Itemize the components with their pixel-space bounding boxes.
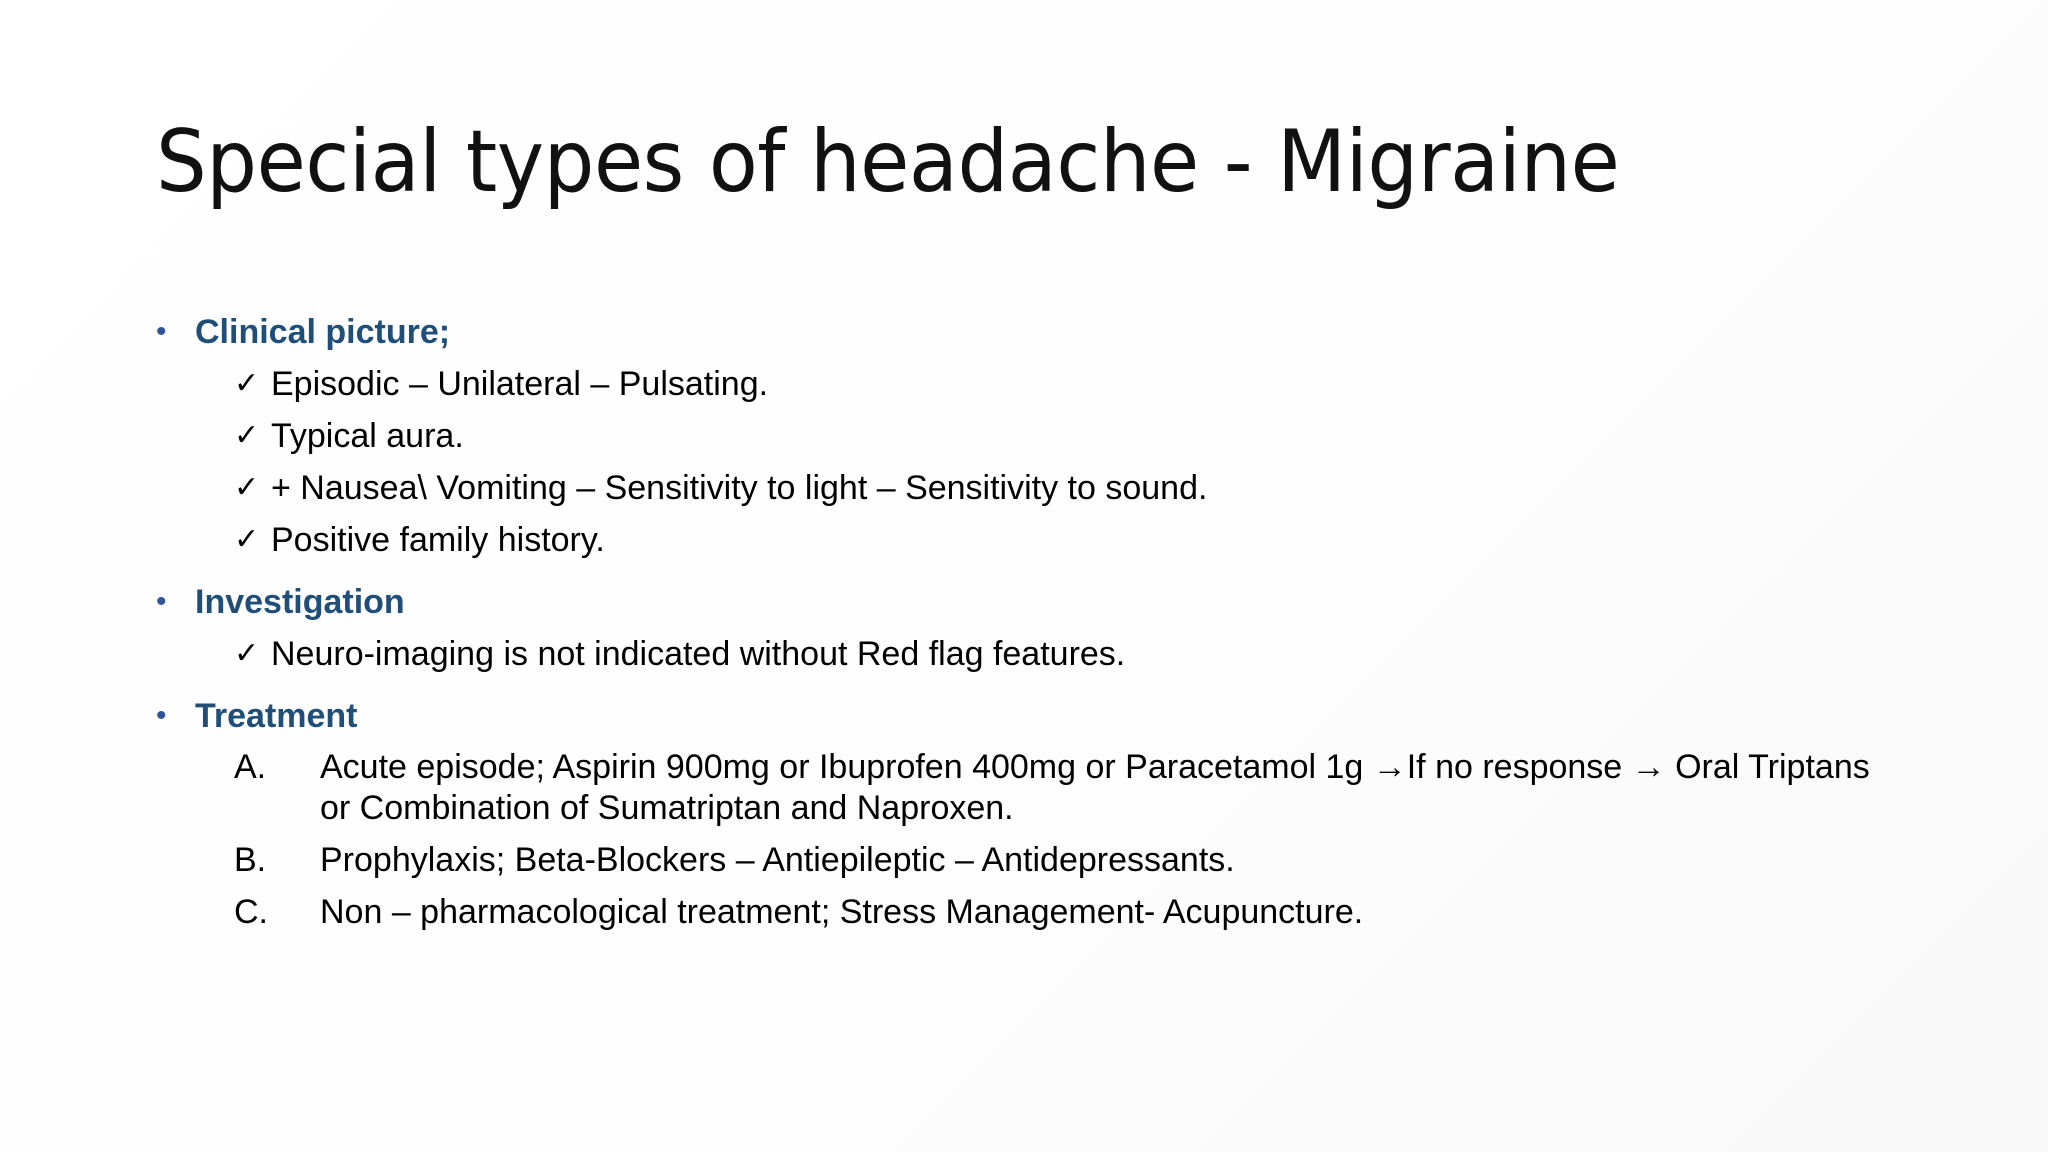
section-header [156,690,1956,742]
list-item-text: + Nausea\ Vomiting – Sensitivity to light – Sensitivity to sound. [271,469,1208,507]
list-item [156,462,1956,514]
bullet-icon: • [156,315,167,348]
section-heading: Clinical picture; [195,313,451,351]
section-treatment [156,690,1956,939]
section-header [156,306,1956,358]
checkmark-icon: ✓ [234,419,260,452]
section-clinical-picture [156,306,1956,566]
list-item [156,410,1956,462]
list-item-text: Non – pharmacological treatment; Stress Management- Acupuncture. [320,893,1364,931]
list-item-text: Positive family history. [271,521,605,559]
checkmark-icon: ✓ [234,367,260,400]
list-item-text: Neuro-imaging is not indicated without Red flag features. [271,635,1126,673]
list-item-text: Prophylaxis; Beta-Blockers – Antiepileptic – Antidepressants. [320,841,1235,879]
section-heading: Investigation [195,583,405,621]
list-item [156,358,1956,410]
list-item-letter: B. [234,841,267,879]
list-item-text: Episodic – Unilateral – Pulsating. [271,365,769,403]
bullet-icon: • [156,585,167,618]
list-item-text: Typical aura. [271,417,464,455]
section-heading: Treatment [195,697,358,735]
list-item-letter: C. [234,893,268,931]
checkmark-icon: ✓ [234,637,260,670]
list-item-letter: A. [234,748,267,786]
checkmark-icon: ✓ [234,471,260,504]
list-item [156,835,1956,887]
list-item-text: Acute episode; Aspirin 900mg or Ibuprofen 400mg or Paracetamol 1g →If no response → Oral Triptans or Combination of Sumatriptan and Naproxen. [320,748,1870,827]
slide-content [156,306,1956,949]
list-item [156,628,1956,680]
list-item [156,514,1956,566]
checkmark-icon: ✓ [234,523,260,556]
list-item [156,887,1956,939]
list-item [156,742,1956,835]
section-header [156,576,1956,628]
slide-title: Special types of headache - Migraine [156,112,1620,212]
section-investigation [156,576,1956,680]
bullet-icon: • [156,699,167,732]
